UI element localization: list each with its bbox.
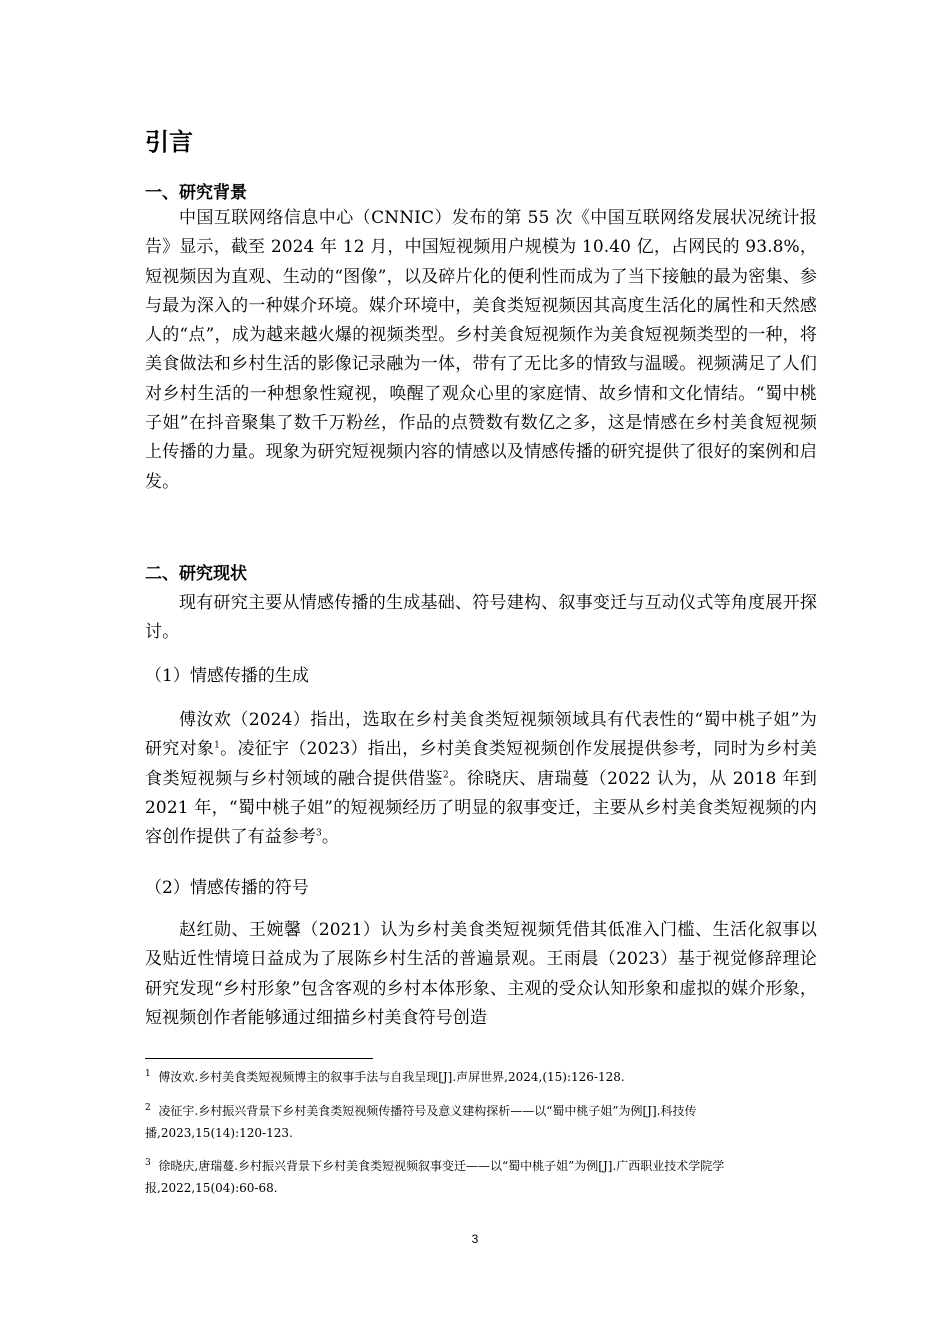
footnote-2-number: 2	[145, 1103, 151, 1113]
background-paragraph: 中国互联网络信息中心（CNNIC）发布的第 55 次《中国互联网络发展状况统计报告》显示，截至 2024 年 12 月，中国短视频用户规模为 10.40 亿，占网民的 93.8%，短视频因为直观、生动的“图像”，以及碎片化的便利性而成为了当下接触的最为密集、参与最为深入的一种媒介环境。媒介环境中，美食类短视频因其高度生活化的属性和天然感人的“点”，成为越来越火爆的视频类型。乡村美食短视频作为美食短视频类型的一种，将美食做法和乡村生活的影像记录融为一体，带有了无比多的情致与温暖。视频满足了人们对乡村生活的一种想象性窥视，唤醒了观众心里的家庭情、故乡情和文化情结。“蜀中桃子姐”在抖音聚集了数千万粉丝，作品的点赞数有数亿之多，这是情感在乡村美食短视频上传播的力量。现象为研究短视频内容的情感以及情感传播的研究提供了很好的案例和启发。	[145, 208, 817, 492]
footnote-2	[145, 1100, 817, 1144]
footnote-ref-2[interactable]: 2	[443, 769, 449, 780]
footnote-2-text: 凌征宇.乡村振兴背景下乡村美食类短视频传播符号及意义建构探析——以“蜀中桃子姐”为例[J].科技传播,2023,15(14):120-123.	[145, 1104, 697, 1140]
footnote-3-text: 徐晓庆,唐瑞蔓.乡村振兴背景下乡村美食类短视频叙事变迁——以“蜀中桃子姐”为例[J].广西职业技术学院学报,2022,15(04):60-68.	[145, 1159, 725, 1195]
footnote-ref-1[interactable]: 1	[214, 740, 220, 751]
subheading-generation: （1）情感传播的生成	[145, 666, 309, 686]
footnote-1	[145, 1066, 817, 1088]
footnote-separator	[145, 1058, 373, 1059]
footnote-1-text: 傅汝欢.乡村美食类短视频博主的叙事手法与自我呈现[J].声屏世界,2024,(15):126-128.	[158, 1070, 625, 1084]
section-heading-background: 一、研究背景	[145, 183, 247, 203]
footnote-1-number: 1	[145, 1069, 151, 1079]
generation-text-b: 。凌征宇（2023）指出，乡村美食类短视频创作发展提供参考，同时为乡村美食类短视频与乡村领域的融合提供借鉴	[145, 739, 817, 789]
page-number: 3	[471, 1232, 479, 1246]
footnote-ref-3[interactable]: 3	[316, 828, 322, 839]
generation-paragraph	[145, 706, 817, 852]
symbol-paragraph: 赵红勋、王婉馨（2021）认为乡村美食类短视频凭借其低准入门槛、生活化叙事以及贴近性情境日益成为了展陈乡村生活的普遍景观。王雨晨（2023）基于视觉修辞理论研究发现“乡村形象”包含客观的乡村本体形象、主观的受众认知形象和虚拟的媒介形象，短视频创作者能够通过细描乡村美食符号创造	[145, 920, 817, 1028]
footnote-3	[145, 1155, 817, 1199]
subheading-symbol: （2）情感传播的符号	[145, 878, 309, 898]
generation-text-a: 傅汝欢（2024）指出，选取在乡村美食类短视频领域具有代表性的“蜀中桃子姐”为研究对象	[145, 710, 817, 760]
generation-text-d: 。	[321, 827, 339, 848]
generation-text-c: 。徐晓庆、唐瑞蔓（2022 认为，从 2018 年到 2021 年，“蜀中桃子姐”的短视频经历了明显的叙事变迁，主要从乡村美食类短视频的内容创作提供了有益参考	[145, 768, 817, 848]
page-title: 引言	[145, 128, 193, 156]
section-heading-status: 二、研究现状	[145, 564, 247, 584]
footnote-3-number: 3	[145, 1158, 151, 1168]
status-intro-paragraph: 现有研究主要从情感传播的生成基础、符号建构、叙事变迁与互动仪式等角度展开探讨。	[145, 593, 817, 643]
